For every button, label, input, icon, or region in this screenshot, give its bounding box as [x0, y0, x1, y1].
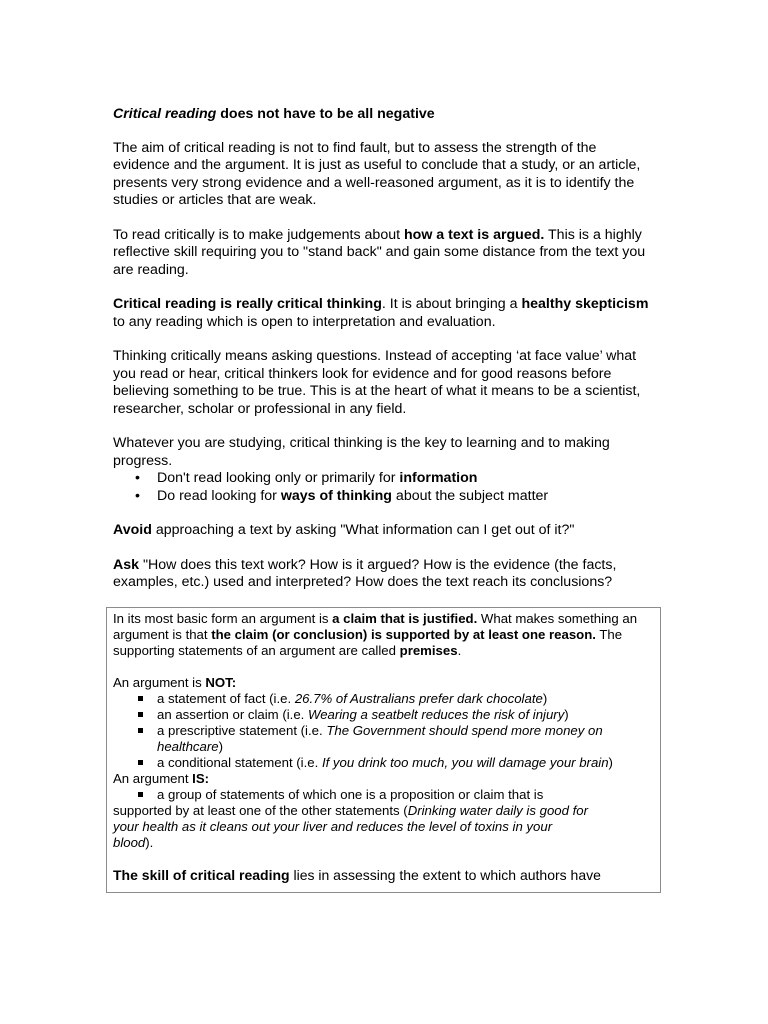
- is-argument-list: [113, 787, 654, 803]
- paragraph-ask: Ask "How does this text work? How is it argued? How is the evidence (the facts, examples, etc.) used and interpreted? How does the text reach its conclusions?: [113, 556, 617, 590]
- paragraph-questions: Thinking critically means asking questions. Instead of accepting ‘at face value’ what you read or hear, critical thinkers look for evidence and for good reasons before believing something to be true. This is at the heart of what it means to be a scientist, researcher, scholar or professional in any field.: [113, 348, 641, 417]
- is-heading: An argument IS:: [113, 771, 210, 786]
- page-title: Critical reading does not have to be all negative: [113, 106, 435, 122]
- is-item-continuation: supported by at least one of the other statements (Drinking water daily is good for your health as it cleans out your liver and reduces the level of toxins in your blood).: [113, 803, 589, 850]
- paragraph-judgements: To read critically is to make judgements about how a text is argued. This is a highly reflective skill requiring you to "stand back" and gain some distance from the text you are reading.: [113, 226, 646, 278]
- list-item: • Do read looking for ways of thinking about the subject matter: [113, 488, 653, 506]
- paragraph-aim: The aim of critical reading is not to find fault, but to assess the strength of the evidence and the argument. It is just as useful to conclude that a study, or an article, presents very strong evidence and a well-reasoned argument, as it is to identify the studies or articles that are weak.: [113, 139, 641, 208]
- not-argument-list: [113, 691, 654, 771]
- skill-paragraph: The skill of critical reading lies in assessing the extent to which authors have: [113, 867, 601, 883]
- document-body: [113, 106, 653, 609]
- argument-definition-box: [106, 607, 661, 893]
- list-item: an assertion or claim (i.e. Wearing a seatbelt reduces the risk of injury): [113, 707, 654, 723]
- paragraph-critical-thinking: Critical reading is really critical thinking. It is about bringing a healthy skepticism to any reading which is open to interpretation and evaluation.: [113, 296, 649, 330]
- list-item: • Don't read looking only or primarily for information: [113, 470, 653, 488]
- list-item: a group of statements of which one is a proposition or claim that is: [113, 787, 654, 803]
- paragraph-progress: Whatever you are studying, critical thinking is the key to learning and to making progress.: [113, 435, 610, 469]
- not-heading: An argument is NOT:: [113, 675, 237, 690]
- list-item: a statement of fact (i.e. 26.7% of Australians prefer dark chocolate): [113, 691, 654, 707]
- box-intro: In its most basic form an argument is a claim that is justified. What makes something an argument is that the claim (or conclusion) is supported by at least one reason. The supporting statements of an argument are called premises.: [113, 611, 638, 658]
- list-item: a prescriptive statement (i.e. The Government should spend more money on healthcare): [113, 723, 654, 755]
- paragraph-avoid: Avoid approaching a text by asking "What information can I get out of it?": [113, 522, 575, 538]
- list-item: a conditional statement (i.e. If you drink too much, you will damage your brain): [113, 755, 654, 771]
- reading-tips-list: [113, 470, 653, 505]
